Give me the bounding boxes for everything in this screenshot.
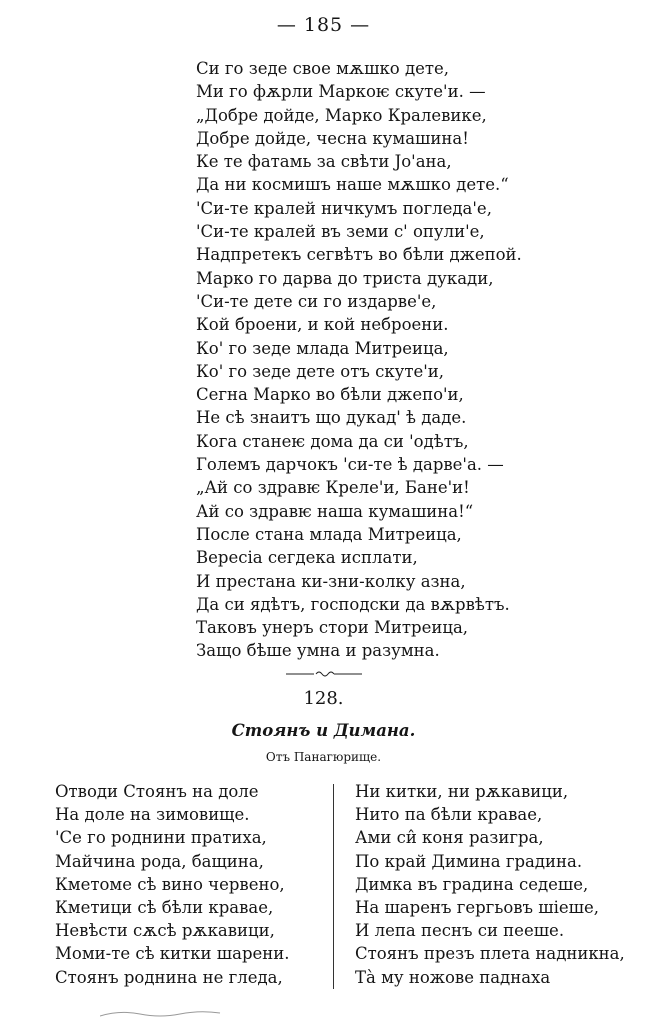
page-edge-mark [100,1008,260,1020]
verse-line: Кметици сѣ бѣли кравае, [55,898,274,918]
verse-line: Сегна Марко во бѣли джепо'и, [196,385,464,405]
verse-line: Отводи Стоянъ на доле [55,782,259,801]
verse-line: Тà му ножове паднаха [355,967,551,987]
verse-line: Кой броени, и кой неброени. [196,315,449,335]
verse-line: Стоянъ презъ плета надникна, [355,944,625,964]
verse-line: 'Се го роднини пратиха, [55,828,267,848]
verse-line: „Добре дойде, Марко Кралевике, [196,105,487,125]
poem-lower-right-column [355,780,625,989]
verse-line: Нито па бѣли кравае, [355,805,543,825]
section-title: Стоянъ и Димана. [231,721,416,740]
page-number: — 185 — [276,14,371,36]
verse-line: После стана млада Митреица, [196,524,462,544]
verse-line: Си го зеде свое мѫшко дете, [196,59,450,78]
verse-line: Ни китки, ни рѫкавици, [355,782,569,801]
verse-line: На доле на зимовище. [55,805,250,825]
section-number: 128. [303,688,344,709]
verse-line: Невѣсти сѫсѣ рѫкавици, [55,921,275,941]
verse-line: И престана ки-зни-колку азна, [196,571,466,591]
column-divider [333,784,334,989]
verse-line: Добре дойде, чесна кумашина! [196,128,469,148]
verse-line: 'Си-те кралей ничкумъ погледа'е, [196,198,492,218]
verse-line: Стоянъ роднина не гледа, [55,967,283,987]
verse-line: Вересіа сегдека исплати, [196,548,418,568]
verse-line: Ке те фатамь за свѣти Јо'ана, [196,152,452,172]
verse-line: Да си ядѣтъ, господски да вѫрвѣтъ. [196,594,510,614]
verse-line: Кметоме сѣ вино червено, [55,874,285,894]
verse-line: 'Си-те дете си го издарве'е, [196,291,437,311]
verse-line: Ми го фѫрли Маркоѥ скуте'и. — [196,82,486,102]
verse-line: Не сѣ знаитъ що дукад' ѣ даде. [196,408,467,428]
verse-line: Моми-те сѣ китки шарени. [55,944,290,964]
verse-line: По край Димина градина. [355,851,583,871]
verse-line: Надпретекъ сегвѣтъ во бѣли джепой. [196,245,522,265]
verse-line: „Ай со здравѥ Креле'и, Бане'и! [196,478,470,498]
verse-line: И лепа песнъ си пееше. [355,921,565,941]
verse-line: 'Си-те кралей въ земи с' опули'е, [196,222,485,242]
verse-line: Ай со здравѥ наша кумашина!“ [196,501,474,521]
verse-line: Защо бѣше умна и разумна. [196,641,440,661]
verse-line: Ко' го зеде млада Митреица, [196,338,449,358]
verse-line: Ами си̂ коня разигра, [355,828,544,848]
poem-upper [196,57,522,663]
verse-line: Големъ дарчокъ 'си-те ѣ дарве'а. — [196,455,504,475]
verse-line: Марко го дарва до триста дукади, [196,268,494,288]
verse-line: На шаренъ гергьовъ шіеше, [355,898,600,918]
verse-line: Димка въ градина седеше, [355,874,589,894]
verse-line: Майчина рода, бащина, [55,851,264,871]
verse-line: Таковъ унеръ стори Митреица, [196,618,469,638]
section-separator-ornament [286,668,362,680]
verse-line: Да ни космишъ наше мѫшко дете.“ [196,175,509,195]
verse-line: Кога станеѥ дома да си 'одѣтъ, [196,431,469,451]
verse-line: Ко' го зеде дете отъ скуте'и, [196,361,445,381]
section-origin: Отъ Панагюрище. [265,750,382,764]
poem-lower-left-column [55,780,290,989]
